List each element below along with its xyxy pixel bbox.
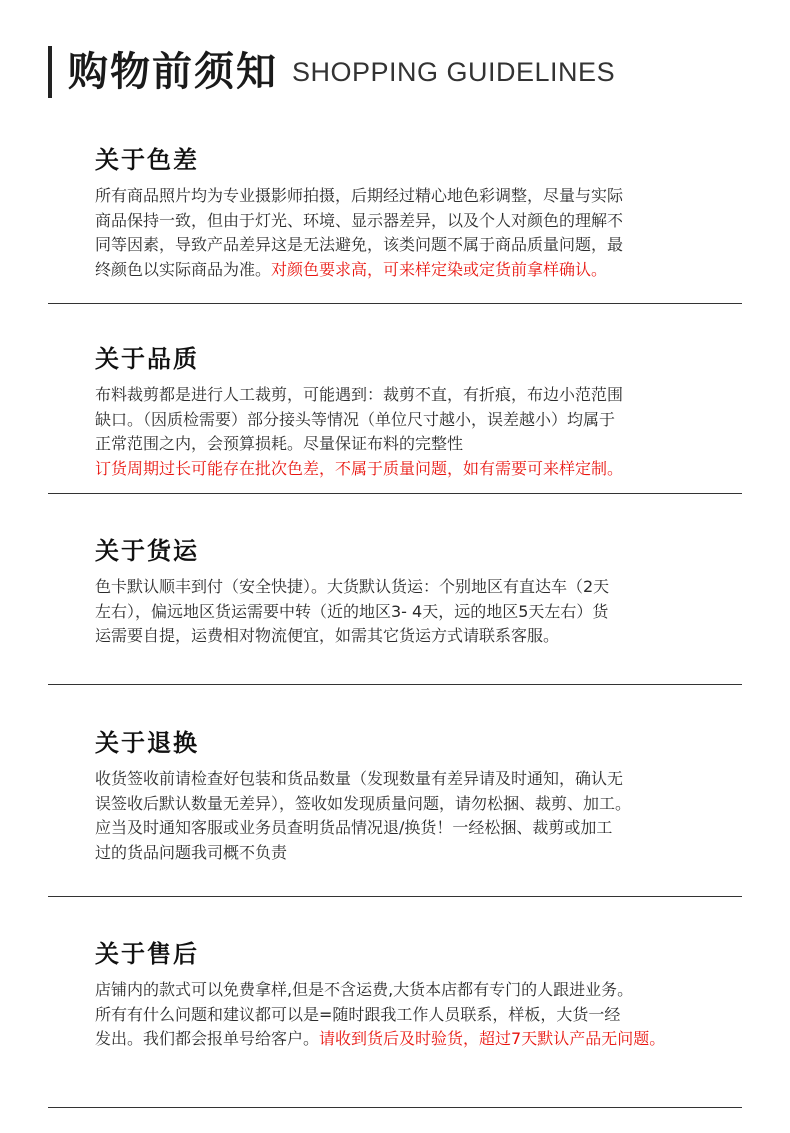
section-body bbox=[95, 184, 705, 282]
body-line: 过的货品问题我司概不负责 bbox=[95, 842, 288, 862]
body-line: 同等因素，导致产品差异这是无法避免，该类问题不属于商品质量问题，最 bbox=[95, 235, 624, 254]
section-shipping bbox=[95, 535, 705, 649]
body-line: 正常范围之内，会预算损耗。尽量保证布料的完整性 bbox=[95, 434, 464, 453]
body-line: 所有商品照片均为专业摄影师拍摄，后期经过精心地色彩调整，尽量与实际 bbox=[95, 186, 624, 205]
highlight-note: 请收到货后及时验货，超过7天默认产品无问题。 bbox=[319, 1029, 666, 1048]
body-line: 左右），偏远地区货运需要中转（近的地区3- 4天，远的地区5天左右）货 bbox=[95, 601, 609, 621]
section-divider bbox=[48, 1107, 742, 1108]
page-title: 购物前须知 bbox=[68, 49, 278, 95]
section-title: 关于退换 bbox=[95, 729, 199, 757]
body-line: 缺口。（因质检需要）部分接头等情况（单位尺寸越小，误差越小）均属于 bbox=[95, 409, 616, 429]
body-text: 终颜色以实际商品为准。 bbox=[95, 259, 272, 279]
section-title: 关于色差 bbox=[95, 146, 199, 174]
body-line: 商品保持一致，但由于灯光、环境、显示器差异，以及个人对颜色的理解不 bbox=[95, 210, 624, 230]
section-title: 关于售后 bbox=[95, 940, 199, 968]
section-body bbox=[95, 767, 705, 865]
body-line: 运需要自提，运费相对物流便宜，如需其它货运方式请联系客服。 bbox=[95, 626, 560, 645]
section-quality bbox=[95, 343, 705, 481]
body-text: 发出。我们都会报单号给客户。 bbox=[95, 1029, 320, 1048]
body-line: 色卡默认顺丰到付（安全快捷）。大货默认货运：个别地区有直达车（2天 bbox=[95, 577, 610, 596]
section-returns bbox=[95, 727, 705, 865]
body-line: 应当及时通知客服或业务员查明货品情况退/换货！一经松捆、裁剪或加工 bbox=[95, 818, 613, 837]
body-line: 布料裁剪都是进行人工裁剪，可能遇到：裁剪不直，有折痕，布边小范范围 bbox=[95, 385, 624, 404]
highlight-note: 订货周期过长可能存在批次色差，不属于质量问题，如有需要可来样定制。 bbox=[95, 458, 624, 478]
body-line: 店铺内的款式可以免费拿样,但是不含运费,大货本店都有专门的人跟进业务。 bbox=[95, 980, 634, 999]
body-line: 收货签收前请检查好包装和货品数量（发现数量有差异请及时通知，确认无 bbox=[95, 769, 624, 788]
body-line: 所有有什么问题和建议都可以是=随时跟我工作人员联系，样板，大货一经 bbox=[95, 1004, 621, 1024]
section-divider bbox=[48, 303, 742, 304]
header-accent-bar bbox=[48, 46, 52, 98]
section-divider bbox=[48, 896, 742, 897]
page-subtitle: SHOPPING GUIDELINES bbox=[292, 56, 616, 87]
highlight-note: 对颜色要求高，可来样定染或定货前拿样确认。 bbox=[271, 259, 608, 279]
body-line bbox=[95, 1027, 705, 1052]
section-body bbox=[95, 383, 705, 481]
section-color-difference bbox=[95, 144, 705, 282]
body-line: 误签收后默认数量无差异），签收如发现质量问题，请勿松捆、裁剪、加工。 bbox=[95, 793, 632, 813]
page-header bbox=[48, 44, 615, 100]
section-body bbox=[95, 575, 705, 649]
section-after-sales bbox=[95, 938, 705, 1052]
body-line bbox=[95, 258, 705, 283]
section-divider bbox=[48, 493, 742, 494]
section-body bbox=[95, 978, 705, 1052]
section-divider bbox=[48, 684, 742, 685]
section-title: 关于货运 bbox=[95, 537, 199, 565]
section-title: 关于品质 bbox=[95, 345, 199, 373]
